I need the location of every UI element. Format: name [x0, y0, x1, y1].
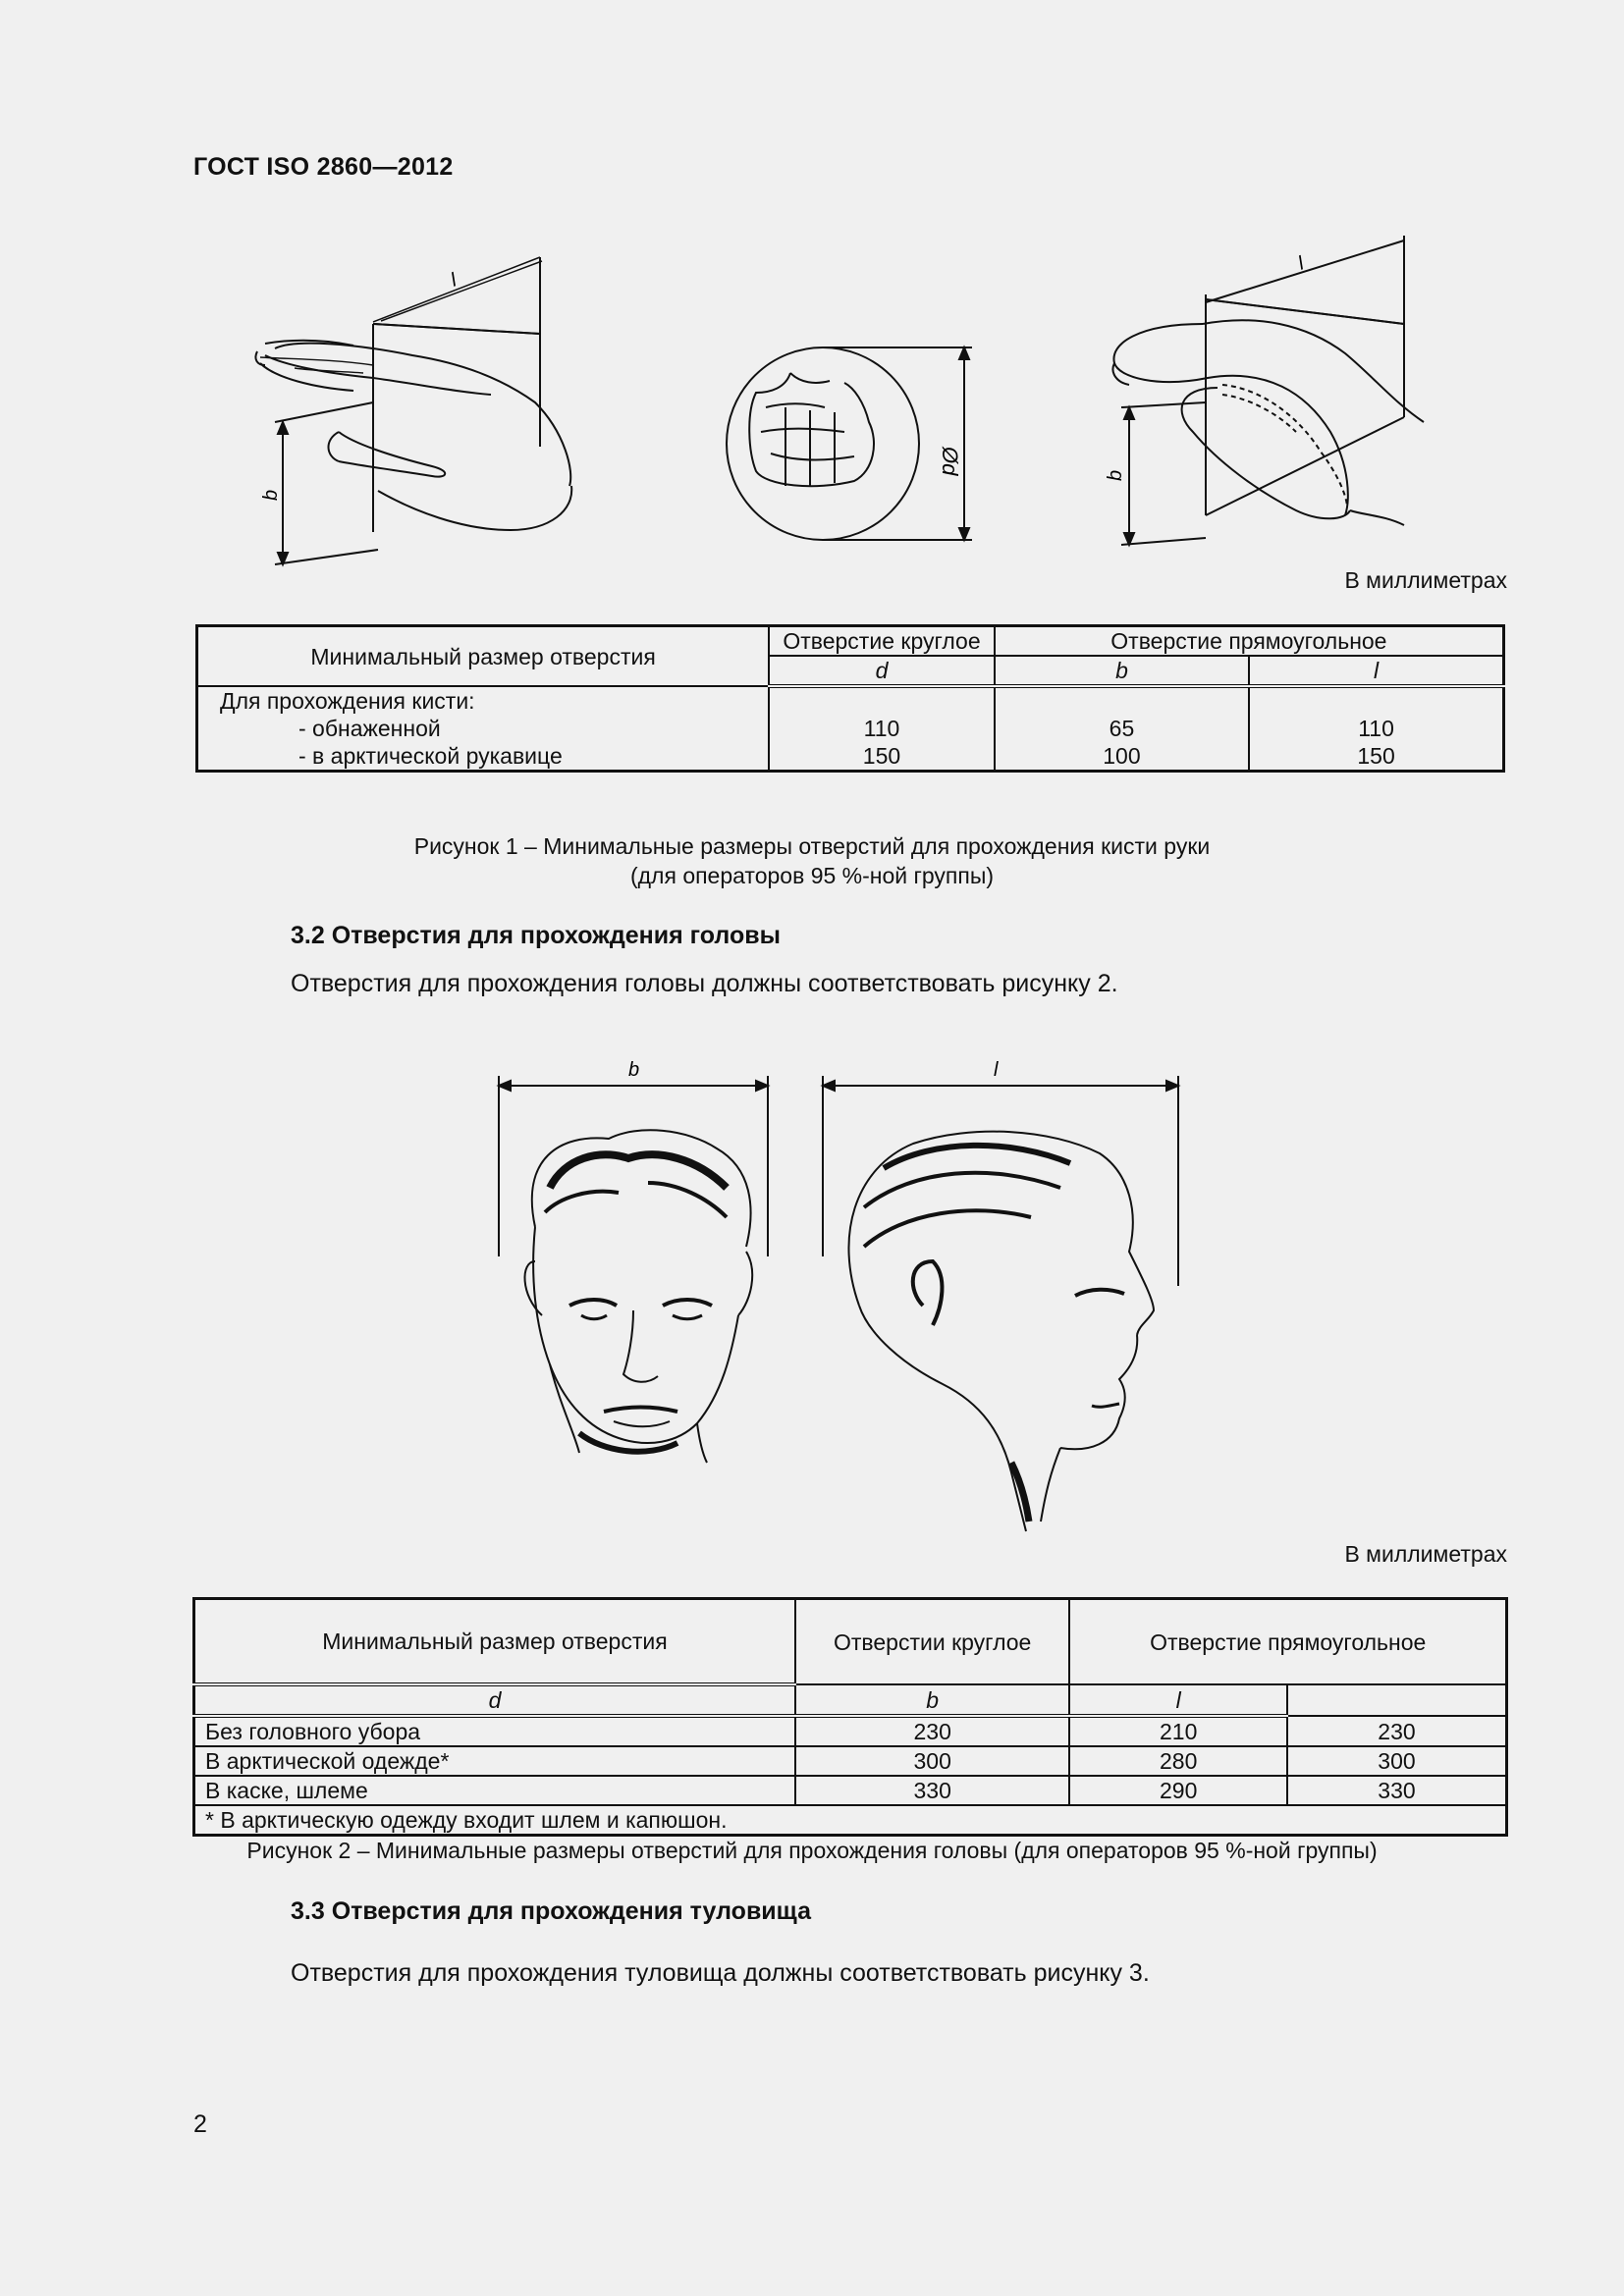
- figure1-units: В миллиметрах: [1344, 567, 1507, 593]
- table-row: Без головного убора: [194, 1716, 795, 1746]
- table-cell: 110: [769, 715, 995, 742]
- dim-label-l-hand2: l: [1295, 252, 1307, 275]
- table-cell: 65: [995, 715, 1249, 742]
- table-cell: 150: [1249, 742, 1503, 772]
- table-row: - обнаженной: [197, 715, 770, 742]
- flat-hand-drawing: [255, 341, 571, 530]
- figure1-caption-line2: (для операторов 95 %-ной группы): [629, 863, 995, 888]
- table2-sym-d: d: [194, 1684, 795, 1716]
- figure2-illustration: [0, 1041, 1624, 1551]
- dim-label-d-fist: Ød: [938, 447, 962, 476]
- table-cell: 280: [1069, 1746, 1287, 1776]
- section-3-3-text: Отверстия для прохождения туловища должны соответствовать рисунку 3.: [291, 1959, 1150, 1987]
- dim-label-b-head: b: [628, 1059, 640, 1081]
- head-front-drawing: [525, 1130, 753, 1463]
- table2-round-header: Отверстии круглое: [795, 1599, 1069, 1685]
- table-row: В арктической одежде*: [194, 1746, 795, 1776]
- table2-footnote: * В арктическую одежду входит шлем и капюшон.: [194, 1805, 1507, 1836]
- dim-label-b-hand2: b: [1105, 469, 1126, 481]
- table2-sym-l: l: [1069, 1684, 1287, 1716]
- table2-rect-header: Отверстие прямоугольное: [1069, 1599, 1506, 1685]
- table1-col-header: Минимальный размер отверстия: [197, 626, 770, 687]
- head-profile-drawing: [848, 1132, 1154, 1531]
- section-3-2-heading: 3.2 Отверстия для прохождения головы: [291, 922, 781, 949]
- page-number: 2: [193, 2110, 207, 2138]
- table-cell: 100: [995, 742, 1249, 772]
- table-row: В каске, шлеме: [194, 1776, 795, 1805]
- table-cell: 290: [1069, 1776, 1287, 1805]
- table-cell: 110: [1249, 715, 1503, 742]
- table1-sym-b: b: [995, 656, 1249, 686]
- dim-label-l-hand1: l: [448, 269, 460, 292]
- table-cell: 300: [795, 1746, 1069, 1776]
- fist-in-circle-drawing: [727, 347, 972, 540]
- dim-label-b-hand1: b: [260, 489, 282, 501]
- table-row: - в арктической рукавице: [197, 742, 770, 772]
- figure2-units: В миллиметрах: [1344, 1541, 1507, 1567]
- table1-sym-l: l: [1249, 656, 1503, 686]
- figure2-table: [192, 1597, 1508, 1837]
- table2-sym-b: b: [795, 1684, 1069, 1716]
- figure2-caption: Рисунок 2 – Минимальные размеры отверстий для прохождения головы (для операторов 95 %-ной группы): [246, 1838, 1378, 1863]
- mitten-hand-drawing: [1112, 236, 1424, 545]
- table-cell: 230: [795, 1716, 1069, 1746]
- table-cell: 330: [1287, 1776, 1507, 1805]
- table-cell: 150: [769, 742, 995, 772]
- table-cell: 330: [795, 1776, 1069, 1805]
- table2-col-header: Минимальный размер отверстия: [194, 1599, 795, 1685]
- table-cell: 300: [1287, 1746, 1507, 1776]
- table-cell: 210: [1069, 1716, 1287, 1746]
- figure1-table: [195, 624, 1505, 773]
- section-3-2-text: Отверстия для прохождения головы должны соответствовать рисунку 2.: [291, 970, 1118, 997]
- table1-group-label: Для прохождения кисти:: [197, 686, 770, 715]
- document-header: ГОСТ ISO 2860—2012: [193, 153, 454, 181]
- dim-label-l-head: l: [994, 1059, 999, 1081]
- figure1-caption-line1: Рисунок 1 – Минимальные размеры отверстий для прохождения кисти руки: [413, 833, 1211, 859]
- figure1-illustration: [0, 0, 1624, 589]
- table1-round-header: Отверстие круглое: [769, 626, 995, 657]
- table-cell: 230: [1287, 1716, 1507, 1746]
- section-3-3-heading: 3.3 Отверстия для прохождения туловища: [291, 1897, 811, 1925]
- table1-sym-d: d: [769, 656, 995, 686]
- table1-rect-header: Отверстие прямоугольное: [995, 626, 1504, 657]
